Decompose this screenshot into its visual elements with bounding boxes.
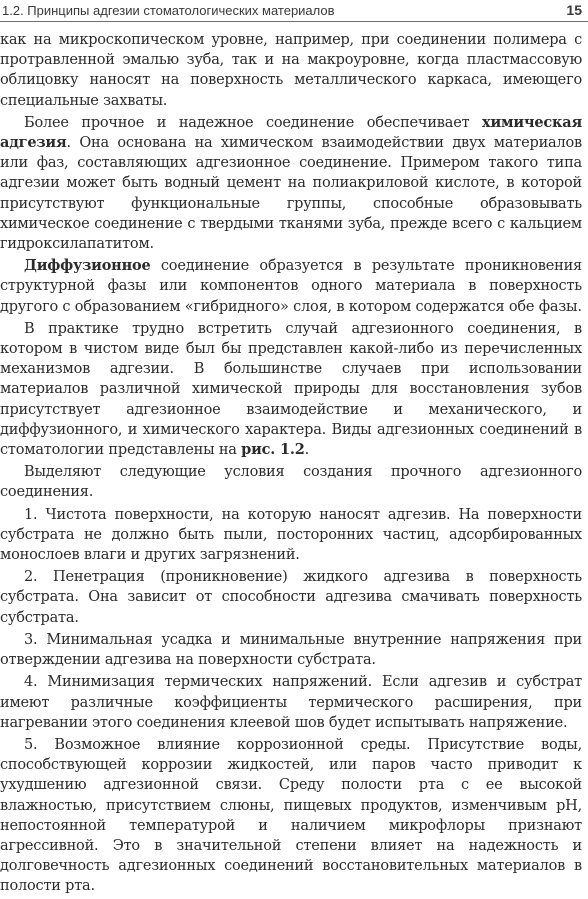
paragraph-text: 5. Возможное влияние коррозионной среды. Присутствие воды, способствующей коррозии жидкостей, или паров часто приводит к ухудшению адгезионной связи. Среду полости рта с ее высокой влажностью, присутствием слюны, пищевых продуктов, изменчивым pH, непостоянной температурой и наличием микрофлоры признают агрессивной. Это в значительной степени влияет на надежность и долговечность адгезионных соединений восстановительных материалов в полости рта. <box>0 736 582 895</box>
figure-reference: рис. 1.2 <box>241 441 305 459</box>
paragraph-text: 2. Пенетрация (проникновение) жидкого адгезива в поверхность субстрата. Она зависит от способности адгезива смачивать поверхность субстрата. <box>0 569 582 626</box>
page-number: 15 <box>566 2 582 18</box>
paragraph-text: соединение образуется в результате проникновения структурной фазы или компонентов одного материала в поверхность другого с образованием «гибридного» слоя, в котором содержатся обе фазы. <box>0 258 582 315</box>
list-item-3 <box>0 630 582 670</box>
paragraph-text: В практике трудно встретить случай адгезионного соединения, в котором в чистом виде был бы представлен какой-либо из перечисленных механизмов адгезии. В большинстве случаев при использовании материалов различной химической природы для восстановления зубов присутствует адгезионное взаимодействие и механического, и диффузионного, и химического характера. Виды адгезионных соединений в стоматологии представлены на <box>0 320 582 459</box>
paragraph-chemical-adhesion <box>0 113 582 254</box>
page-body <box>0 30 582 899</box>
paragraph-conditions-intro <box>0 462 582 502</box>
list-item-2 <box>0 567 582 628</box>
paragraph-continuation <box>0 30 582 111</box>
term-diffusion: Диффузионное <box>24 257 151 275</box>
paragraph-text: 3. Минимальная усадка и минимальные внутренние напряжения при отверждении адгезива на поверхности субстрата. <box>0 631 582 669</box>
paragraph-text: как на микроскопическом уровне, например, при соединении полимера с протравленной эмалью зуба, так и на макроуровне, когда пластмассовую облицовку наносят на поверхность металлического каркаса, имеющего специальные захваты. <box>0 32 582 109</box>
paragraph-text: Более прочное и надежное соединение обеспечивает <box>24 114 482 131</box>
term-chemical-adhesion: химическая адгезия <box>0 113 582 152</box>
list-item-1 <box>0 505 582 566</box>
paragraph-text: 1. Чистота поверхности, на которую наносят адгезив. На поверхности субстрата не должно быть пыли, посторонних частиц, адсорбированных монослоев влаги и других загрязнений. <box>0 506 582 564</box>
paragraph-practice <box>0 319 582 460</box>
list-item-5 <box>0 735 582 897</box>
paragraph-text: . Она основана на химическом взаимодействии двух материалов или фаз, составляющих адгезионное соединение. Примером такого типа адгезии может быть водный цемент на полиакриловой кислоте, в которой присутствуют функциональные группы, способные образовывать химическое соединение с твердыми тканями зуба, прежде всего с кальцием гидроксилапатитом. <box>0 135 582 253</box>
running-title: 1.2. Принципы адгезии стоматологических материалов <box>2 3 335 18</box>
paragraph-diffusion <box>0 256 582 317</box>
paragraph-text: . <box>304 442 310 459</box>
page-header <box>0 0 588 28</box>
header-divider <box>0 21 588 22</box>
list-item-4 <box>0 672 582 733</box>
paragraph-text: 4. Минимизация термических напряжений. Если адгезив и субстрат имеют различные коэффициенты термического расширения, при нагревании этого соединения клеевой шов будет испытывать напряжение. <box>0 674 582 731</box>
paragraph-text: Выделяют следующие условия создания прочного адгезионного соединения. <box>0 464 582 501</box>
